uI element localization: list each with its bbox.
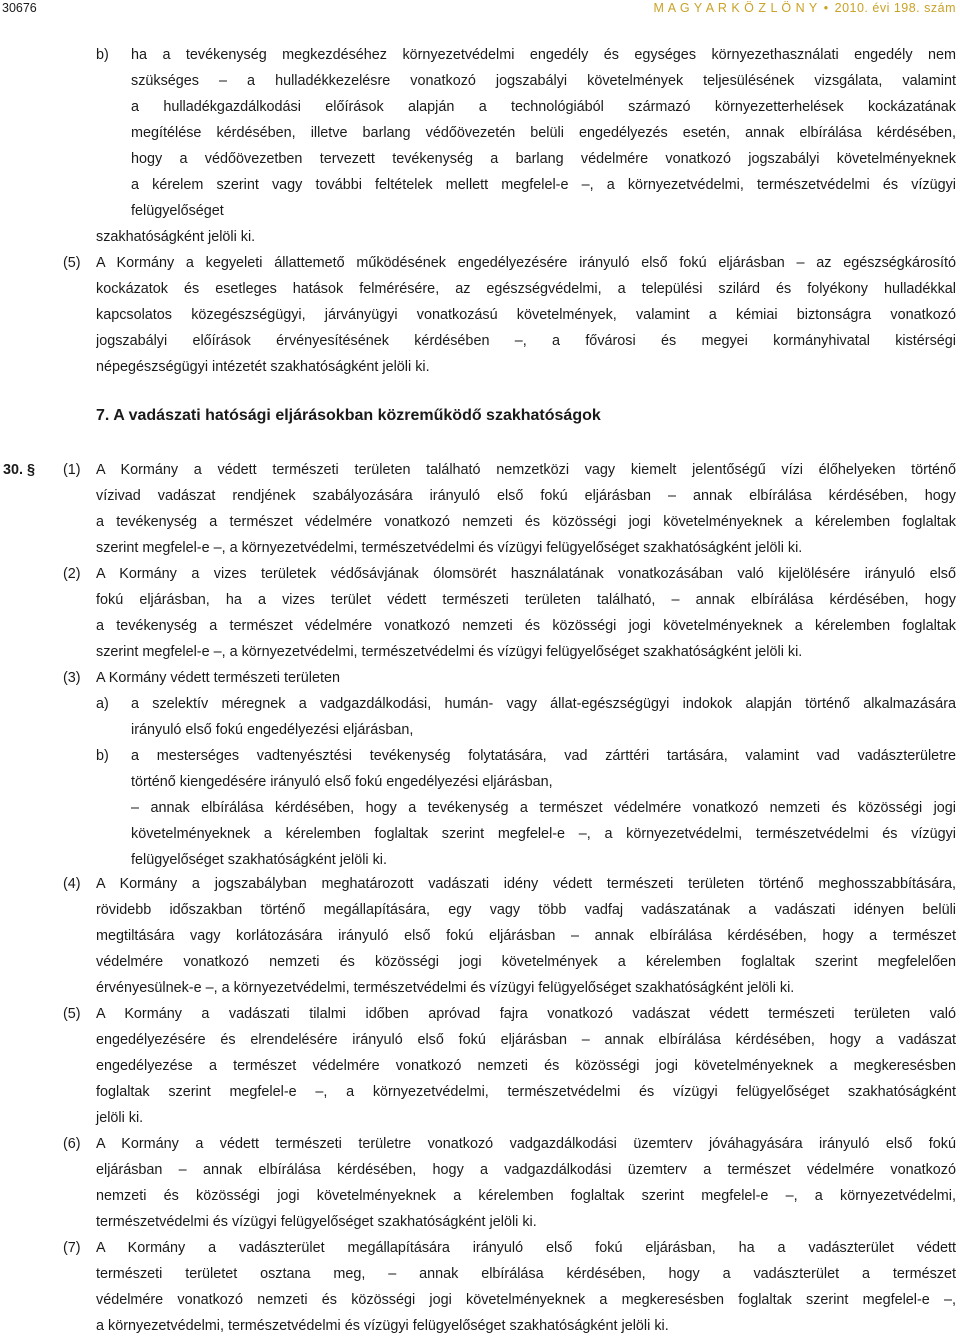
text-line: szerint megfelel-e –, a környezetvédelmi, természetvédelmi és vízügyi felügyelőséget szakhatóságként jelöli ki.	[96, 644, 803, 660]
text-line: A Kormány a védett természeti területen található nemzetközi vagy kiemelt jelentőségű vízi élőhelyeken történő	[96, 462, 956, 478]
text-line: a környezetvédelmi, természetvédelmi és vízügyi felügyelőséget szakhatóságként jelöli ki.	[96, 1318, 669, 1334]
text-line: szükséges – a hulladékkezelésre vonatkozó jogszabályi követelmények teljesülésének vizsgálata, valamint	[131, 73, 956, 89]
text-line: A Kormány a vadászati tilalmi időben apróvad fajra vonatkozó vadászat védett természeti területen való	[96, 1006, 956, 1022]
text-line: fokú eljárásban, ha a vizes terület védett természeti területen található, – annak elbírálása kérdésében, hogy	[96, 592, 956, 608]
section-title: 7. A vadászati hatósági eljárásokban közreműködő szakhatóságok	[96, 407, 601, 424]
text-line: a kérelem szerint vagy további feltételek mellett megfelel-e –, a környezetvédelmi, természetvédelmi és vízügyi	[131, 177, 956, 193]
text-line: természetvédelmi és vízügyi felügyelőséget szakhatóságként jelöli ki.	[96, 1214, 537, 1230]
text-line: – annak elbírálása kérdésében, hogy a tevékenység a természet védelmére vonatkozó nemzeti és közösségi jogi	[131, 800, 956, 816]
item-label: b)	[96, 748, 109, 764]
text-line: népegészségügyi intézetét szakhatóságként jelöli ki.	[96, 359, 430, 375]
text-line: foglaltak szerint megfelel-e –, a környezetvédelmi, természetvédelmi és vízügyi felügyelőséget szakhatóságként	[96, 1084, 956, 1100]
issue-number: 2010. évi 198. szám	[834, 1, 956, 15]
bullet-separator: •	[823, 1, 829, 15]
page-header	[0, 0, 960, 20]
text-line: a mesterséges vadtenyésztési tevékenység folytatására, vad zárttéri tartására, valamint vad vadászterületre	[131, 748, 956, 764]
text-line: kockázatok és esetleges hatások felmérésére, az egészségvédelmi, a települési szilárd és folyékony hulladékkal	[96, 281, 956, 297]
text-line: szakhatóságként jelöli ki.	[96, 229, 256, 245]
page-number: 30676	[2, 1, 37, 15]
text-line: érvényesülnek-e –, a környezetvédelmi, természetvédelmi és vízügyi felügyelőséget szakhatóságként jelöli ki.	[96, 980, 795, 996]
text-line: A Kormány a jogszabályban meghatározott vadászati idény védett természeti területen történő meghosszabbítására,	[96, 876, 956, 892]
text-line: engedélyezésére és elrendelésére irányuló első fokú eljárásban – annak elbírálása kérdésében, hogy a vadászat	[96, 1032, 956, 1048]
text-line: felügyelőséget szakhatóságként jelöli ki.	[131, 852, 387, 868]
text-line: követelményeknek a kérelemben foglaltak szerint megfelel-e –, a környezetvédelmi, természetvédelmi és vízügyi	[131, 826, 956, 842]
text-line: védelmére vonatkozó nemzeti és közösségi jogi követelmények a kérelemben foglaltak szerint megfelelően	[96, 954, 956, 970]
text-line: eljárásban – annak elbírálása kérdésében, hogy a vadgazdálkodási üzemterv a természet védelmére vonatkozó	[96, 1162, 956, 1178]
text-line: ha a tevékenység megkezdéséhez környezetvédelmi engedély és egységes környezethasználati engedély nem	[131, 47, 956, 63]
text-line: megtiltására vagy korlátozására irányuló első fokú eljárásban – annak elbírálása kérdésében, hogy a természet	[96, 928, 956, 944]
text-line: felügyelőséget	[131, 203, 224, 219]
text-line: szerint megfelel-e –, a környezetvédelmi, természetvédelmi és vízügyi felügyelőséget szakhatóságként jelöli ki.	[96, 540, 803, 556]
text-line: irányuló első fokú engedélyezési eljárásban,	[131, 722, 414, 738]
paragraph-label: (2)	[63, 566, 81, 582]
text-line: nemzeti és közösségi jogi követelményeknek a kérelemben foglaltak szerint megfelel-e –, a környezetvédelmi,	[96, 1188, 956, 1204]
text-line: kapcsolatos közegészségügyi, járványügyi vonatkozású követelmények, valamint a kémiai biztonságra vonatkozó	[96, 307, 956, 323]
text-line: jogszabályi előírások érvényesítésének kérdésében –, a fővárosi és megyei kormányhivatal kistérségi	[96, 333, 956, 349]
paragraph-label: (7)	[63, 1240, 81, 1256]
text-line: megítélése kérdésében, illetve barlang védőövezetén belüli engedélyezés esetén, annak elbírálása kérdésében,	[131, 125, 956, 141]
text-line: A Kormány a kegyeleti állattemető működésének engedélyezésére irányuló első fokú eljárásban – az egészségkárosító	[96, 255, 956, 271]
text-line: A Kormány a védett természeti területre vonatkozó vadgazdálkodási üzemterv jóváhagyására irányuló első fokú	[96, 1136, 956, 1152]
text-line: A Kormány védett természeti területen	[96, 670, 340, 686]
text-line: természeti területet osztana meg, – annak elbírálása kérdésében, hogy a vadászterület a természet	[96, 1266, 956, 1282]
text-line: rövidebb időszakban történő megállapítására, egy vagy több vadfaj vadászatának a vadászati idényen belüli	[96, 902, 956, 918]
text-line: engedélyezése a természet védelmére vonatkozó nemzeti és közösségi jogi követelményeknek a megkeresésben	[96, 1058, 956, 1074]
text-line: a szelektív méregnek a vadgazdálkodási, humán- vagy állat-egészségügyi indokok alapján történő alkalmazására	[131, 696, 956, 712]
paragraph-label: (3)	[63, 670, 81, 686]
text-line: a tevékenység a természet védelmére vonatkozó nemzeti és közösségi jogi követelményeknek a kérelemben foglaltak	[96, 514, 956, 530]
section-number: 30. §	[3, 462, 36, 478]
text-line: hogy a védőövezetben tervezett tevékenység a barlang védelmére vonatkozó jogszabályi követelményeknek	[131, 151, 956, 167]
paragraph-label: (5)	[63, 1006, 81, 1022]
text-line: vízivad vadászat rendjének szabályozására irányuló első fokú eljárásban – annak elbírálása kérdésében, hogy	[96, 488, 956, 504]
text-line: A Kormány a vizes területek védősávjának ólomsörét használatának vonatkozásában való kijelölésére irányuló első	[96, 566, 956, 582]
paragraph-label: (6)	[63, 1136, 81, 1152]
item-label: b)	[96, 47, 109, 63]
text-line: a tevékenység a természet védelmére vonatkozó nemzeti és közösségi jogi követelményeknek a kérelemben foglaltak	[96, 618, 956, 634]
running-title	[654, 1, 956, 15]
paragraph-label: (1)	[63, 462, 81, 478]
text-line: történő kiengedésére irányuló első fokú engedélyezési eljárásban,	[131, 774, 553, 790]
paragraph-label: (5)	[63, 255, 81, 271]
text-line: A Kormány a vadászterület megállapítására irányuló első fokú eljárásban, ha a vadászterület védett	[96, 1240, 956, 1256]
text-line: védelmére vonatkozó nemzeti és közösségi jogi követelményeknek a megkeresésben foglaltak szerint megfelel-e –,	[96, 1292, 956, 1308]
paragraph-label: (4)	[63, 876, 81, 892]
item-label: a)	[96, 696, 109, 712]
text-line: jelöli ki.	[96, 1110, 144, 1126]
text-line: a hulladékgazdálkodási előírások alapján a technológiából származó környezetterhelések kockázatának	[131, 99, 956, 115]
publication-name: M A G Y A R K Ö Z L Ö N Y	[653, 1, 818, 15]
